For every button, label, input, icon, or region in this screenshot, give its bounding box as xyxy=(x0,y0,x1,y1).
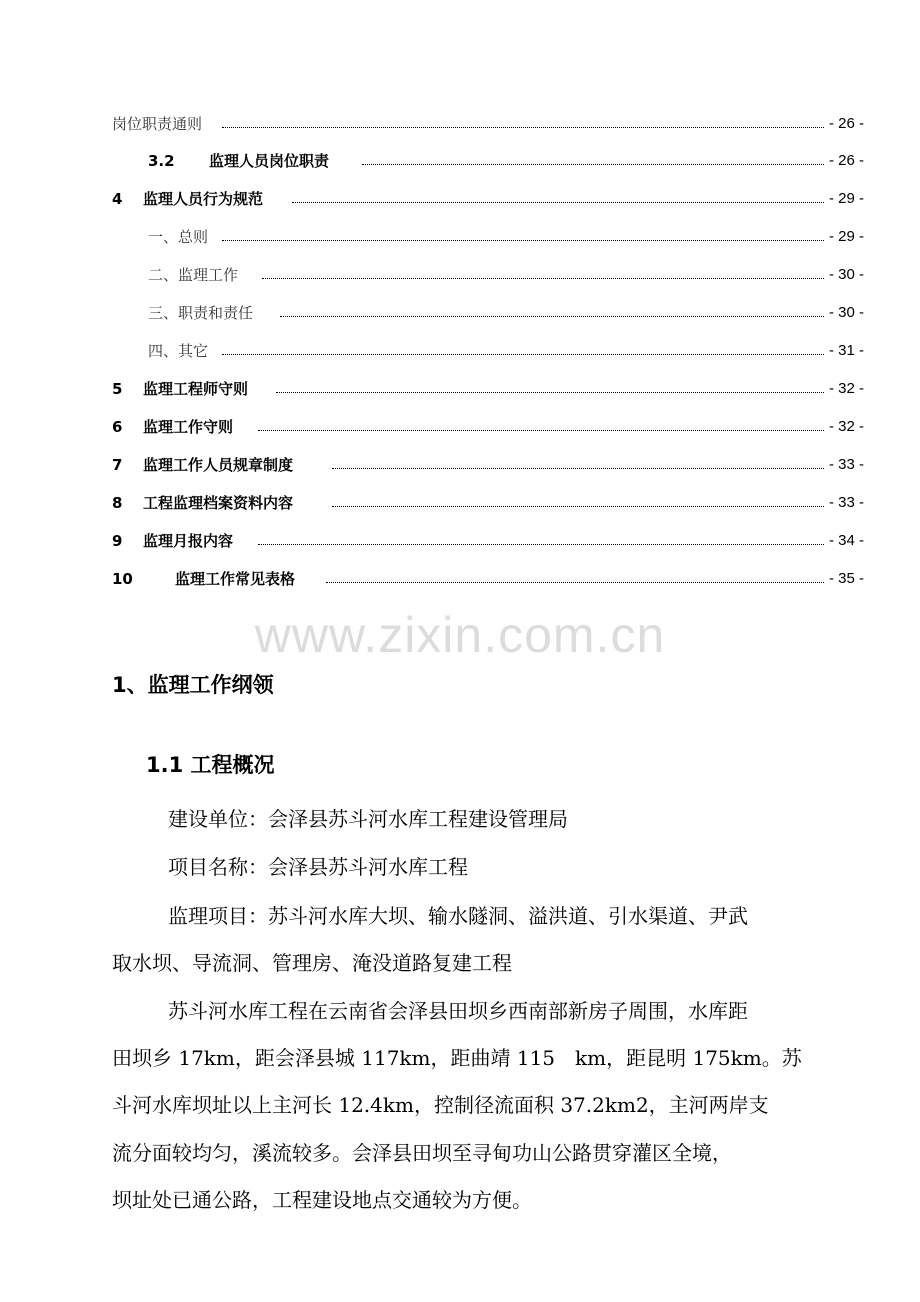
paragraph-line: 坝址处已通公路，工程建设地点交通较为方便。 xyxy=(112,1188,532,1212)
toc-label: 监理月报内容 xyxy=(143,529,235,553)
toc-entry[interactable] xyxy=(0,491,920,515)
toc-leader xyxy=(326,582,824,583)
paragraph-line: 苏斗河水库工程在云南省会泽县田坝乡西南部新房子周围，水库距 xyxy=(168,999,748,1023)
toc-entry[interactable] xyxy=(0,263,920,287)
watermark: www.zixin.com.cn xyxy=(254,607,666,663)
toc-page: - 33 - xyxy=(828,456,864,473)
toc-entry[interactable] xyxy=(0,377,920,401)
toc-label: 三、职责和责任 xyxy=(148,301,255,325)
toc-leader xyxy=(222,354,824,355)
subsection-heading: 1.1 工程概况 xyxy=(146,753,275,777)
paragraph-line: 流分面较均匀，溪流较多。会泽县田坝至寻甸功山公路贯穿灌区全境， xyxy=(112,1141,732,1165)
paragraph-line: 田坝乡 17km，距会泽县城 117km，距曲靖 115 km，距昆明 175km。苏 xyxy=(112,1046,802,1070)
toc-number: 10 xyxy=(112,570,133,588)
toc-entry[interactable] xyxy=(0,415,920,439)
section-heading: 1、监理工作纲领 xyxy=(112,673,274,697)
toc-entry[interactable] xyxy=(0,149,920,173)
toc-page: - 29 - xyxy=(828,228,864,245)
paragraph-line: 取水坝、导流洞、管理房、淹没道路复建工程 xyxy=(112,951,512,975)
toc-leader xyxy=(292,202,824,203)
paragraph-line: 项目名称：会泽县苏斗河水库工程 xyxy=(168,855,468,879)
toc-leader xyxy=(258,544,824,545)
toc-label: 监理工作常见表格 xyxy=(175,567,297,591)
toc-label: 工程监理档案资料内容 xyxy=(143,491,295,515)
toc-entry[interactable] xyxy=(0,453,920,477)
toc-number: 6 xyxy=(112,418,123,436)
toc-page: - 30 - xyxy=(828,266,864,283)
toc-page: - 32 - xyxy=(828,418,864,435)
toc-page: - 34 - xyxy=(828,532,864,549)
toc-entry[interactable] xyxy=(0,567,920,591)
toc-leader xyxy=(332,506,824,507)
paragraph-line: 建设单位：会泽县苏斗河水库工程建设管理局 xyxy=(168,807,568,831)
toc-leader xyxy=(258,430,824,431)
toc-label: 岗位职责通则 xyxy=(112,112,204,136)
toc-number: 9 xyxy=(112,532,123,550)
toc-number: 5 xyxy=(112,380,123,398)
toc-entry[interactable] xyxy=(0,187,920,211)
toc-label: 监理人员岗位职责 xyxy=(209,149,331,173)
toc-leader xyxy=(276,392,824,393)
toc-entry[interactable] xyxy=(0,301,920,325)
toc-page: - 33 - xyxy=(828,494,864,511)
toc-label: 监理工作人员规章制度 xyxy=(143,453,295,477)
toc-page: - 26 - xyxy=(828,115,864,132)
toc-leader xyxy=(280,316,824,317)
toc-leader xyxy=(362,164,824,165)
toc-number: 8 xyxy=(112,494,123,512)
toc-label: 监理工作守则 xyxy=(143,415,235,439)
toc-label: 一、总则 xyxy=(148,225,210,249)
toc-leader xyxy=(222,127,824,128)
paragraph-line: 斗河水库坝址以上主河长 12.4km，控制径流面积 37.2km2，主河两岸支 xyxy=(112,1093,769,1117)
toc-page: - 26 - xyxy=(828,152,864,169)
toc-number: 4 xyxy=(112,190,123,208)
toc-label: 监理工程师守则 xyxy=(143,377,250,401)
toc-entry[interactable] xyxy=(0,529,920,553)
toc-label: 四、其它 xyxy=(148,339,210,363)
toc-page: - 32 - xyxy=(828,380,864,397)
toc-label: 二、监理工作 xyxy=(148,263,240,287)
toc-leader xyxy=(262,278,824,279)
toc-leader xyxy=(222,240,824,241)
toc-page: - 29 - xyxy=(828,190,864,207)
toc-entry[interactable] xyxy=(0,112,920,136)
toc-label: 监理人员行为规范 xyxy=(143,187,265,211)
paragraph-line: 监理项目：苏斗河水库大坝、输水隧洞、溢洪道、引水渠道、尹武 xyxy=(168,904,748,928)
toc-page: - 31 - xyxy=(828,342,864,359)
toc-page: - 35 - xyxy=(828,570,864,587)
toc-entry[interactable] xyxy=(0,225,920,249)
toc-number: 7 xyxy=(112,456,123,474)
toc-leader xyxy=(332,468,824,469)
toc-page: - 30 - xyxy=(828,304,864,321)
toc-entry[interactable] xyxy=(0,339,920,363)
toc-number: 3.2 xyxy=(148,152,175,170)
